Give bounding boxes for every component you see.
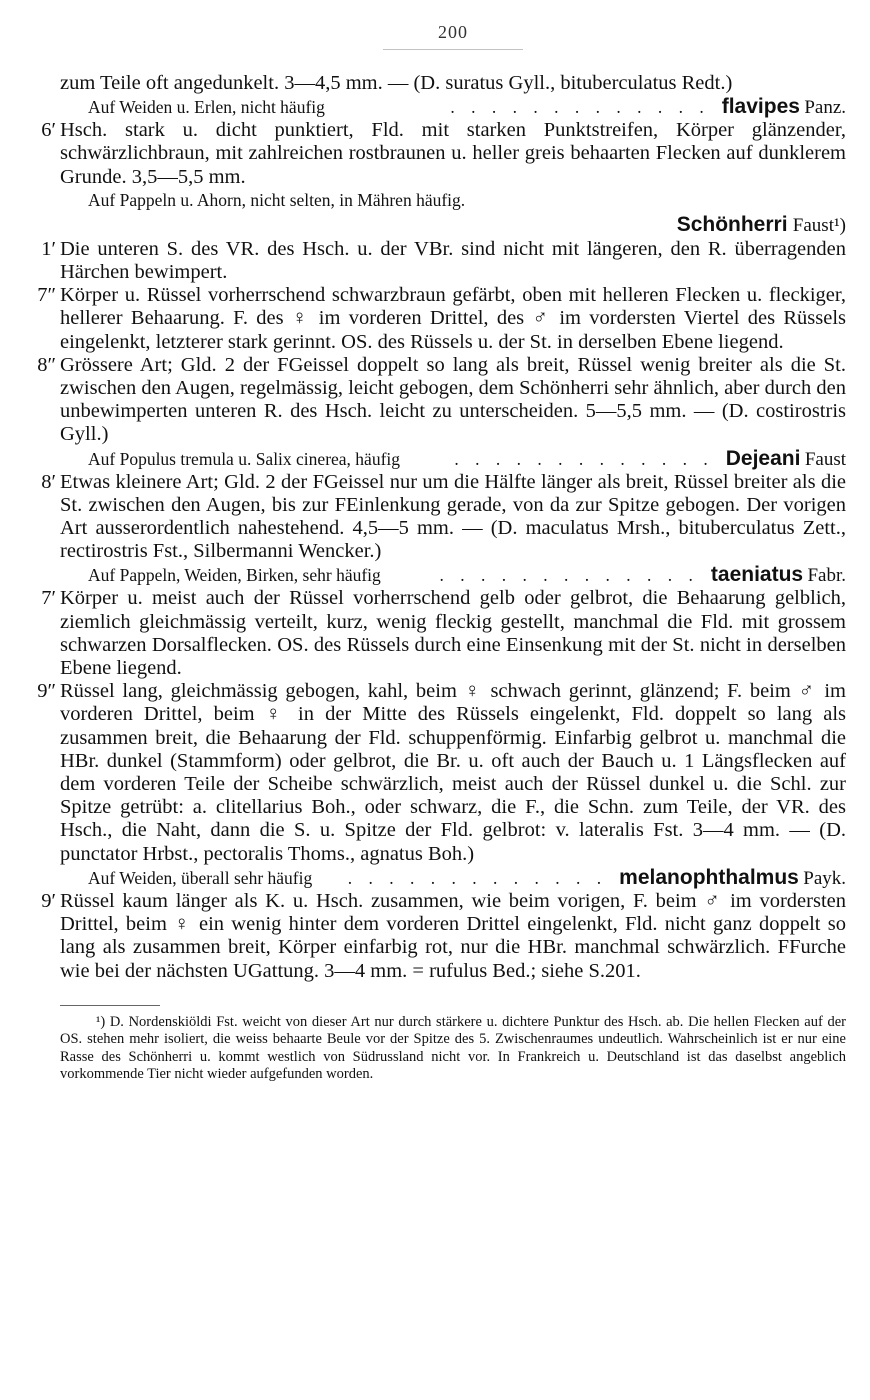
couplet-text: Rüssel kaum länger als K. u. Hsch. zusammen, wie beim vorigen, F. beim ♂ im vordersten Drittel, beim ♀ ein wenig hinter dem vorderen Drittel eingelenkt, Fld. nicht ganz doppelt so lang als zusammen breit, Körper einfarbig rot, nur die HBr. manchmal schwärzlich. FFurche wie bei der nächsten UGattung. 3—4 mm. = rufulus Bed.; siehe S.201. [60,889,846,982]
species-name: Dejeani [725,446,801,470]
species-author: Payk. [803,867,846,889]
key-couplet [41,119,846,189]
couplet-text: Die unteren S. des VR. des Hsch. u. der VBr. sind nicht mit längeren, den R. überragenden Härchen bewimpert. [60,237,846,284]
couplet-number: 8′ [41,470,56,493]
page-number: 200 [438,22,468,42]
couplet-text: Grössere Art; Gld. 2 der FGeissel doppelt so lang als breit, Rüssel wenig breiter als die St. zwischen den Augen, regelmässig, leicht gebogen, dem Schönherri sehr ähnlich, aber durch den unbewimperten unteren R. des Hsch. leicht zu unterscheiden. 5—5,5 mm. — (D. costirostris Gyll.) [60,353,846,446]
key-couplet [37,284,846,354]
couplet-text: Körper u. meist auch der Rüssel vorherrschend gelb oder gelbrot, die Behaarung gelblich, ziemlich gleichmässig verteilt, kurz, wenig fleckig gestellt, manchmal die Fld. mit grossem schwarzen Dorsalflecken. OS. des Rüssels durch eine Einsenkung mit der St. nicht in derselben Ebene liegend. [60,587,846,680]
key-couplet [41,889,846,983]
couplet-number: 6′ [41,119,56,142]
couplet-number: 8″ [37,353,56,376]
species-author: Panz. [804,97,846,119]
leader-dots: . . . . . . . . . . . . . [450,97,710,118]
habitat-text: Auf Populus tremula u. Salix cinerea, häufig [88,448,401,469]
leader-dots: . . . . . . . . . . . . . [454,448,714,469]
habitat-text: Auf Weiden, überall sehr häufig [88,867,313,888]
species-author: Faust [804,448,846,470]
species-label [711,563,846,587]
habitat-text: Auf Pappeln u. Ahorn, nicht selten, in Mähren häufig. [88,189,466,210]
leader-dots: . . . . . . . . . . . . . [347,867,608,888]
species-name: flavipes [721,95,800,119]
species-author: Faust¹) [792,214,846,236]
species-author: Fabr. [807,565,846,587]
species-name: taeniatus [710,563,804,587]
leader-dots: . . . . . . . . . . . . . [439,565,699,586]
habitat-line [60,447,846,471]
couplet-text: Körper u. Rüssel vorherrschend schwarzbraun gefärbt, oben mit helleren Flecken u. fleckiger, hellerer Behaarung. F. des ♀ im vorderen Drittel, des ♂ im vordersten Viertel des Rüssels eingelenkt, letzterer stark gerinnt. OS. des Rüssels u. der St. in derselben Ebene liegend. [60,284,846,353]
key-couplet [60,72,846,95]
header-rule [383,49,523,50]
couplet-text: zum Teile oft angedunkelt. 3—4,5 mm. — (D. suratus Gyll., bituberculatus Redt.) [60,72,733,94]
species-label [722,95,846,119]
key-couplet [37,353,846,447]
habitat-text: Auf Weiden u. Erlen, nicht häufig [88,97,325,118]
species-label [619,866,846,890]
footnote: ¹) D. Nordenskiöldi Fst. weicht von dieser Art nur durch stärkere u. dichtere Punktur des Hsch. ab. Die hellen Flecken auf der OS. stehen mehr isoliert, die weiss behaarte Beule vor der Spitze des 5. Zwischenraumes undeutlich. Wahrscheinlich ist er nur eine Rasse des Schönherri u. kommt westlich von Südrussland nicht vor. In Frankreich u. Deutschland ist das daselbst angeblich vorkommende Tier nicht wieder aufgefunden worden. [60,1013,846,1083]
key-couplet [41,587,846,680]
couplet-text: Rüssel lang, gleichmässig gebogen, kahl, beim ♀ schwach gerinnt, glänzend; F. beim ♂ im vorderen Drittel, beim ♀ in der Mitte des Rüssels eingelenkt, Fld. doppelt so lang als zusammen breit, die Behaarung der Fld. schuppenförmig. Einfarbig gelbrot u. manchmal die HBr. dunkel (Stammform) oder gelbrot, die Br. u. oft auch der Bauch u. 1 Längsflecken auf dem vorderen Teile der Scheibe schwärzlich, meist auch der Rüssel dunkel u. die Schl. zur Spitze getrübt: a. clitellarius Boh., oder schwarz, die F., die Schn. zum Teile, der VR. des Hsch., die Naht, dann die S. u. Spitze der Fld. gelbrot: v. lateralis Fst. 3—4 mm. — (D. punctator Hrbst., pectoralis Thoms., agnatus Boh.) [60,680,846,865]
species-line [60,212,846,238]
couplet-number: 9″ [37,680,56,703]
habitat-line [60,563,846,587]
species-name: melanophthalmus [619,865,799,889]
habitat-line [60,866,846,890]
key-couplet [41,237,846,284]
couplet-number: 9′ [41,889,56,912]
habitat-line [60,189,846,212]
habitat-line [60,95,846,119]
document-page [37,22,846,1084]
couplet-number: 7″ [37,284,56,307]
key-text [37,72,846,983]
couplet-text: Etwas kleinere Art; Gld. 2 der FGeissel nur um die Hälfte länger als breit, Rüssel breiter als die St. zwischen den Augen, bis zur FEinlenkung gerade, von da zur Spitze gebogen. Der vorigen Art ausserordentlich nahestehend. 4,5—5 mm. — (D. maculatus Mrsh., bituberculatus Zett., rectirostris Fst., Silbermanni Wencker.) [60,470,846,563]
couplet-number: 1′ [41,237,56,260]
habitat-text: Auf Pappeln, Weiden, Birken, sehr häufig [88,565,381,586]
couplet-text: Hsch. stark u. dicht punktiert, Fld. mit starken Punktstreifen, Körper glänzender, schwärzlichbraun, mit zahlreichen rostbraunen u. heller greis behaarten Flecken auf dunklerem Grunde. 3,5—5,5 mm. [60,119,846,188]
species-name: Schönherri [676,212,788,236]
key-couplet [37,680,846,866]
couplet-number: 7′ [41,587,56,610]
key-couplet [41,470,846,564]
species-label [726,447,846,471]
footnote-rule [60,1005,160,1006]
